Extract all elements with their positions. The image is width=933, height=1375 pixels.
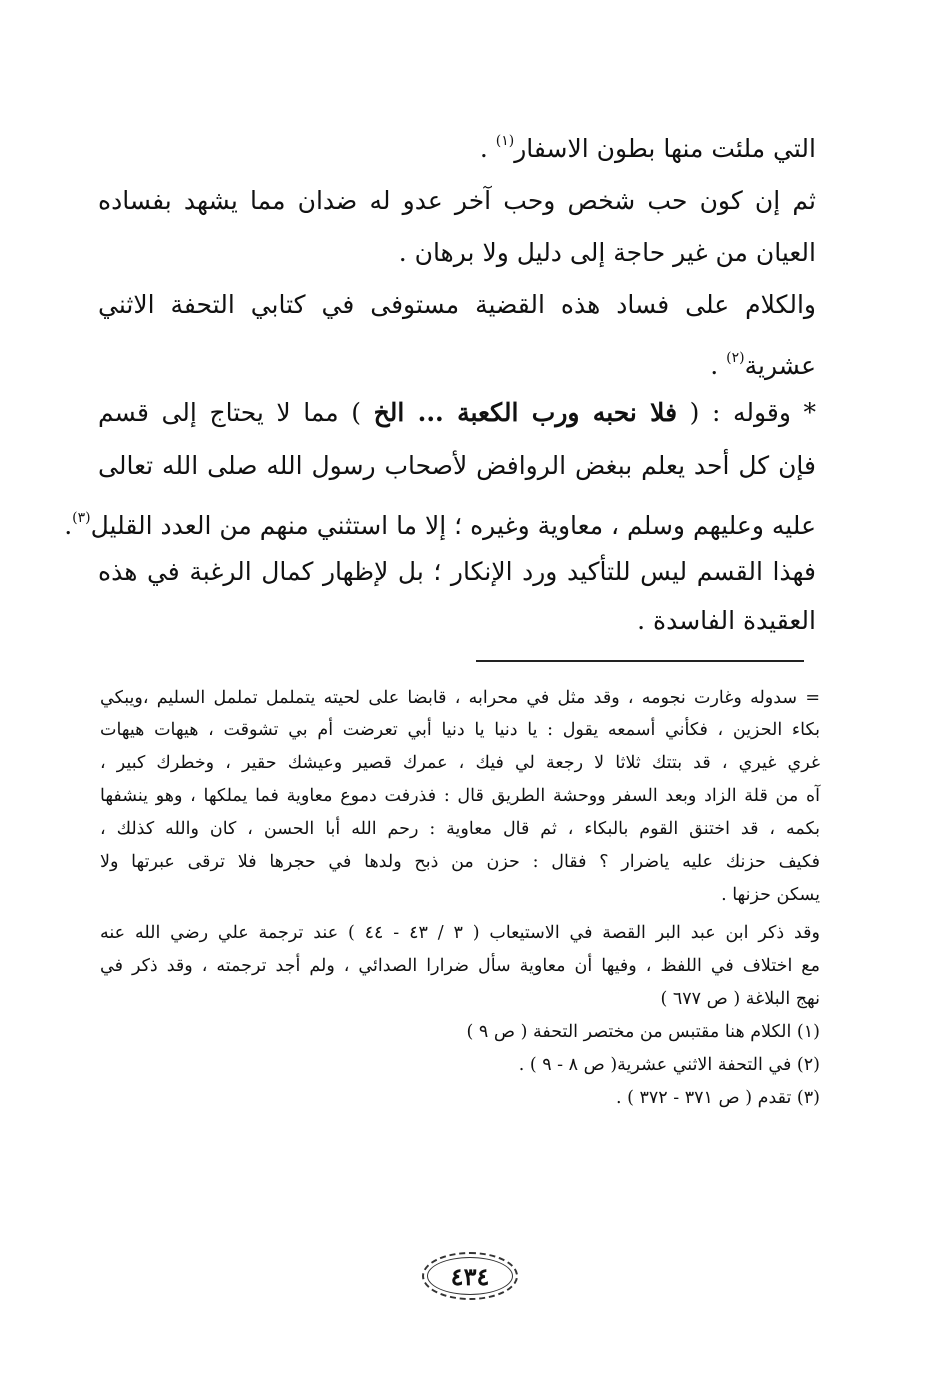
paragraph-4-line-3: [64, 503, 816, 541]
footnote-ref-2[interactable]: (٢): [726, 350, 745, 366]
page-number: [422, 1252, 518, 1300]
footnote-1: (١) الكلام هنا مقتبس من مختصر التحفة ( ص ٩ ): [466, 1022, 820, 1042]
footnote-continued-line-1: = سدوله وغارت نجومه ، وقد مثل في محرابه ، قابضا على لحيته يتململ تململ السليم ،ويبكي: [100, 688, 820, 708]
page-number-text: ٤٣٤: [450, 1261, 490, 1291]
paragraph-5-line-1: فهذا القسم ليس للتأكيد ورد الإنكار ؛ بل لإظهار كمال الرغبة في هذه: [98, 557, 816, 586]
paragraph-2-line-2: العيان من غير حاجة إلى دليل ولا برهان .: [398, 238, 816, 267]
paragraph-5-line-2: العقيدة الفاسدة .: [637, 606, 816, 635]
footnote-continued-line-3: غري غيري ، قد بتتك ثلاثا لا رجعة لي فيك ، عمرك قصير وعيشك حقير ، وخطرك كبير ،: [100, 753, 820, 773]
paragraph-4-line-2: فإن كل أحد يعلم ببغض الروافض لأصحاب رسول الله صلى الله تعالى: [98, 451, 816, 480]
footnote-3: (٣) تقدم ( ص ٣٧١ - ٣٧٢ ) .: [615, 1088, 820, 1108]
paragraph-1-text: التي ملئت منها بطون الاسفار: [514, 134, 816, 163]
paragraph-4-end: .: [64, 511, 73, 540]
footnote-continued-line-7: يسكن حزنها .: [721, 885, 820, 905]
source-line-3: نهج البلاغة ( ص ٦٧٧ ): [660, 989, 820, 1009]
paragraph-1-end: .: [479, 134, 496, 163]
footnote-separator: [476, 660, 804, 662]
footnote-continued-line-4: آه من قلة الزاد وبعد السفر ووحشة الطريق قال : فذرفت دموع معاوية فما يملكها ، وهو ينشفها: [100, 786, 820, 806]
paragraph-3-line-2-text: عشرية: [744, 351, 816, 380]
paragraph-3-line-1: والكلام على فساد هذه القضية مستوفى في كتابي التحفة الاثني: [98, 290, 816, 319]
footnote-ref-3[interactable]: (٣): [72, 510, 91, 526]
asterisk-marker: *: [790, 398, 816, 427]
paragraph-1: [480, 126, 816, 164]
footnote-ref-1[interactable]: (١): [495, 133, 515, 149]
footnote-continued-line-2: بكاء الحزين ، فكأني أسمعه يقول : يا دنيا يا دنيا أبي تعرضت أم بي تشوقت ، هيهات هيهات: [100, 720, 820, 740]
paragraph-3-end: .: [710, 351, 727, 380]
paragraph-4-intro: وقوله : (: [677, 398, 791, 427]
footnote-2: (٢) في التحفة الاثني عشرية( ص ٨ - ٩ ) .: [518, 1055, 820, 1075]
paragraph-4-line-3-text: عليه وعليهم وسلم ، معاوية وغيره ؛ إلا ما استثني منهم من العدد القليل: [90, 511, 816, 540]
footnote-continued-line-6: فكيف حزنك عليه ياضرار ؟ فقال : حزن من ذبح ولدها في حجرها فلا ترقى عبرتها ولا: [100, 852, 820, 872]
footnote-continued-line-5: بكمه ، قد اختنق القوم بالبكاء ، ثم قال معاوية : رحم الله أبا الحسن ، كان والله كذلك ،: [100, 819, 820, 839]
paragraph-2-line-1: ثم إن كون حب شخص وحب آخر عدو له ضدان مما يشهد بفساده: [98, 186, 816, 215]
paragraph-3-line-2: [710, 343, 816, 381]
source-line-2: مع اختلاف في اللفظ ، وفيها أن معاوية سأل ضرارا الصدائي ، ولم أجد ترجمته ، وقد ذكر في: [100, 956, 820, 976]
source-line-1: وقد ذكر ابن عبد البر القصة في الاستيعاب ( ٣ / ٤٣ - ٤٤ ) عند ترجمة علي رضي الله عنه: [100, 923, 820, 943]
paragraph-4-line-1: [98, 398, 816, 428]
quoted-phrase: فلا نحبه ورب الكعبة ... الخ: [373, 398, 678, 427]
paragraph-4-rest: ) مما لا يحتاج إلى قسم: [98, 398, 374, 427]
